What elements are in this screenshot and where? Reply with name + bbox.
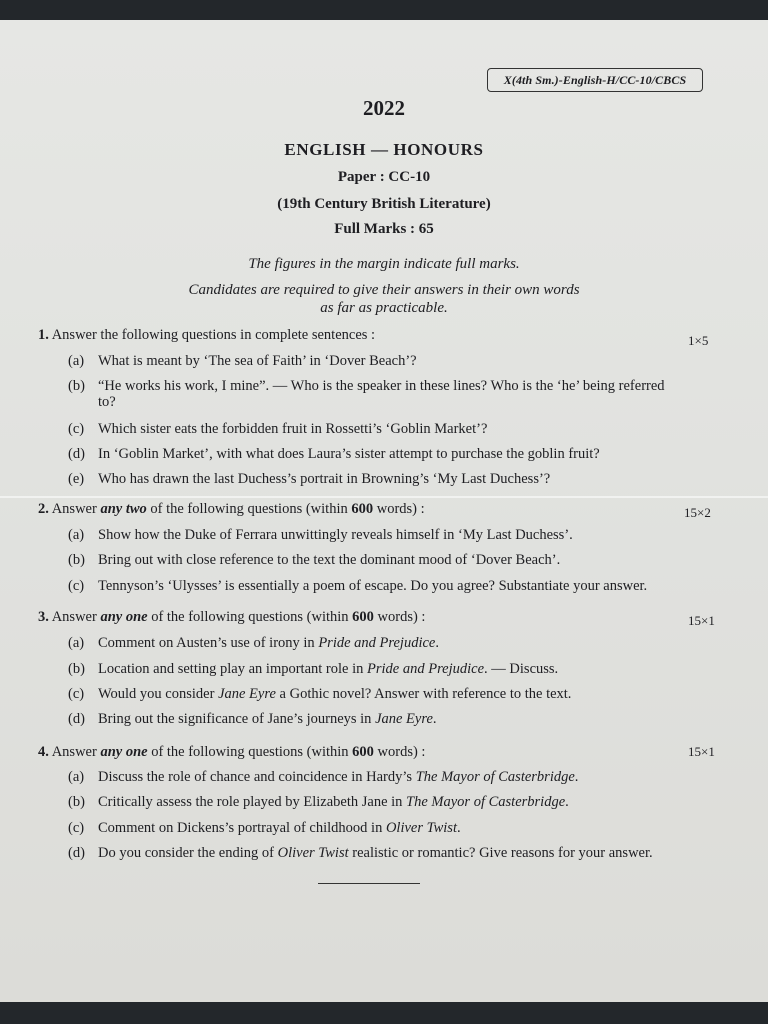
option-4b: (b) Critically assess the role played by Elizabeth Jane in The Mayor of Casterbridge. xyxy=(68,794,569,810)
instruction-line-1: Candidates are required to give their answers in their own words xyxy=(188,282,580,298)
end-rule xyxy=(318,883,420,884)
exam-year: 2022 xyxy=(363,96,405,120)
option-text: “He works his work, I mine”. — Who is the speaker in these lines? Who is the ‘he’ being referred xyxy=(98,378,665,394)
option-text: Show how the Duke of Ferrara unwittingly reveals himself in ‘My Last Duchess’. xyxy=(98,527,573,543)
question-number: 2. xyxy=(38,501,49,517)
option-2b: (b) Bring out with close reference to the text the dominant mood of ‘Dover Beach’. xyxy=(68,552,561,568)
question-3: 3. Answer any one of the following questions (within 600 words) : xyxy=(38,609,426,625)
option-text: Who has drawn the last Duchess’s portrait in Browning’s ‘My Last Duchess’? xyxy=(98,471,551,487)
option-4c: (c) Comment on Dickens’s portrayal of childhood in Oliver Twist. xyxy=(68,820,461,836)
option-text: What is meant by ‘The sea of Faith’ in ‘Dover Beach’? xyxy=(98,353,417,369)
subject-title: ENGLISH — HONOURS xyxy=(284,140,484,159)
option-text: Bring out with close reference to the text the dominant mood of ‘Dover Beach’. xyxy=(98,552,561,568)
option-1a: (a) What is meant by ‘The sea of Faith’ in ‘Dover Beach’? xyxy=(68,353,417,369)
option-text: In ‘Goblin Market’, with what does Laura’s sister attempt to purchase the goblin fruit? xyxy=(98,446,600,462)
option-text: Tennyson’s ‘Ulysses’ is essentially a poem of escape. Do you agree? Substantiate your answer. xyxy=(98,578,648,594)
question-4: 4. Answer any one of the following questions (within 600 words) : xyxy=(38,744,426,760)
option-1b: (b) “He works his work, I mine”. — Who is the speaker in these lines? Who is the ‘he’ being referred to? xyxy=(68,378,713,410)
option-3b: (b) Location and setting play an important role in Pride and Prejudice. — Discuss. xyxy=(68,661,559,677)
option-text: Which sister eats the forbidden fruit in Rossetti’s ‘Goblin Market’? xyxy=(98,421,488,437)
question-marks: 1×5 xyxy=(688,333,709,348)
instruction-marks: The figures in the margin indicate full marks. xyxy=(248,256,520,272)
course-title: (19th Century British Literature) xyxy=(277,196,491,212)
option-3a: (a) Comment on Austen’s use of irony in Pride and Prejudice. xyxy=(68,635,439,651)
option-4d: (d) Do you consider the ending of Oliver Twist realistic or romantic? Give reasons for your answer. xyxy=(68,845,653,861)
option-3c: (c) Would you consider Jane Eyre a Gothic novel? Answer with reference to the text. xyxy=(68,686,572,702)
option-2c: (c) Tennyson’s ‘Ulysses’ is essentially a poem of escape. Do you agree? Substantiate your answer. xyxy=(68,578,648,594)
paper-number: Paper : CC-10 xyxy=(337,169,431,185)
option-3d: (d) Bring out the significance of Jane’s journeys in Jane Eyre. xyxy=(68,711,437,727)
option-1c: (c) Which sister eats the forbidden fruit in Rossetti’s ‘Goblin Market’? xyxy=(68,421,488,437)
full-marks: Full Marks : 65 xyxy=(334,221,434,237)
option-text-continued: to? xyxy=(98,394,116,410)
option-4a: (a) Discuss the role of chance and coincidence in Hardy’s The Mayor of Casterbridge. xyxy=(68,769,579,785)
option-1d: (d) In ‘Goblin Market’, with what does Laura’s sister attempt to purchase the goblin fruit? xyxy=(68,446,600,462)
question-prompt: Answer the following questions in complete sentences : xyxy=(51,327,376,343)
instruction-own-words xyxy=(0,281,768,317)
question-number: 3. xyxy=(38,609,49,625)
question-number: 4. xyxy=(38,744,49,760)
paper-fold xyxy=(0,496,768,498)
question-2: 2. Answer any two of the following questions (within 600 words) : xyxy=(38,501,425,517)
question-marks: 15×1 xyxy=(688,744,715,759)
question-number: 1. xyxy=(38,327,49,343)
exam-paper xyxy=(0,20,768,1002)
option-1e: (e) Who has drawn the last Duchess’s portrait in Browning’s ‘My Last Duchess’? xyxy=(68,471,551,487)
option-2a: (a) Show how the Duke of Ferrara unwittingly reveals himself in ‘My Last Duchess’. xyxy=(68,527,573,543)
question-1 xyxy=(38,327,375,344)
paper-code-box: X(4th Sm.)-English-H/CC-10/CBCS xyxy=(487,68,703,92)
instruction-line-2: as far as practicable. xyxy=(320,300,448,316)
question-marks: 15×1 xyxy=(688,613,715,628)
question-marks: 15×2 xyxy=(684,505,711,520)
